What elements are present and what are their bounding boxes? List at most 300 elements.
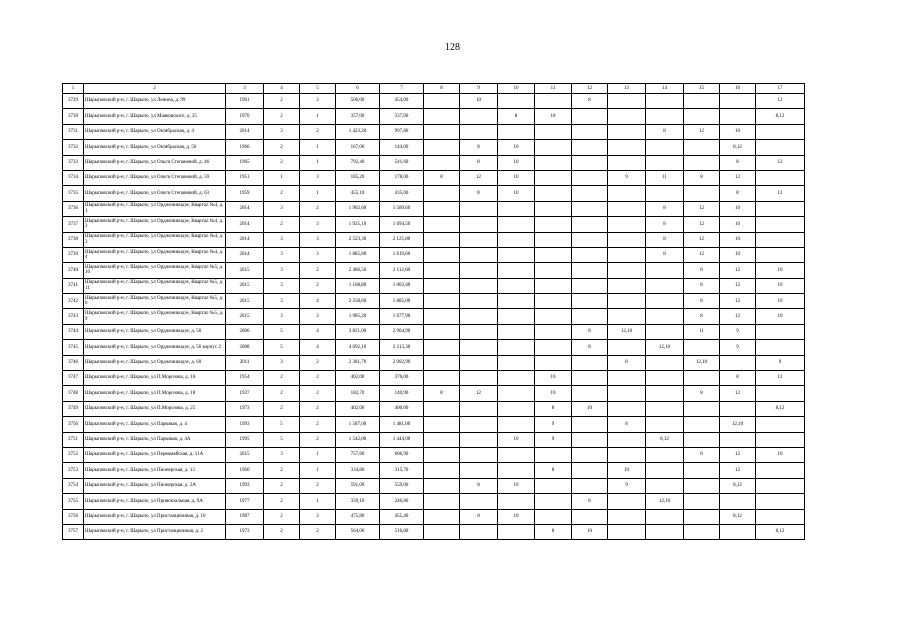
table-cell: 10 (498, 186, 535, 201)
table-cell: 1 (300, 109, 336, 124)
table-cell: 3749 (63, 401, 84, 416)
table-cell: 2 (300, 478, 336, 493)
table-cell: 591,00 (336, 478, 380, 493)
table-cell (608, 217, 646, 232)
table-cell: 400,00 (380, 401, 424, 416)
table-cell (460, 340, 498, 355)
table-cell: 10 (572, 401, 608, 416)
table-cell (535, 478, 572, 493)
table-cell: 11 (684, 324, 720, 339)
table-cell: 2 (264, 386, 300, 401)
table-cell: 2 (300, 94, 336, 109)
table-cell (460, 432, 498, 447)
table-cell: 8 (684, 278, 720, 293)
table-cell: 1993 (226, 417, 264, 432)
table-cell: 12 (720, 278, 756, 293)
address-cell: Шарыповский р-н, г. Шарыпо, ул Орджоникидзе, Квартал №4, д. 1 (84, 201, 226, 216)
table-cell: 2 (300, 278, 336, 293)
table-cell (720, 94, 756, 109)
table-cell: 144,00 (380, 140, 424, 155)
table-cell (608, 94, 646, 109)
table-cell: 315,70 (380, 463, 424, 478)
table-row (63, 94, 805, 109)
table-cell (608, 371, 646, 386)
table-cell (572, 109, 608, 124)
column-header: 11 (535, 84, 572, 94)
table-cell: 8 (646, 124, 684, 139)
table-cell: 8,12 (756, 109, 805, 124)
table-cell: 8 (572, 324, 608, 339)
table-cell: 2015 (226, 278, 264, 293)
table-row (63, 278, 805, 293)
table-cell (572, 447, 608, 462)
table-cell (460, 324, 498, 339)
table-cell (460, 294, 498, 309)
table-cell: 246,80 (380, 494, 424, 509)
table-cell: 2 (264, 463, 300, 478)
table-cell: 1 589,60 (380, 201, 424, 216)
table-cell: 2 (300, 371, 336, 386)
column-header: 17 (756, 84, 805, 94)
table-cell (608, 386, 646, 401)
address-cell: Шарыповский р-н, г. Шарыпо, ул Ольги Степановой, д. 63 (84, 186, 226, 201)
table-cell: 178,00 (380, 170, 424, 185)
table-cell: 3 (264, 263, 300, 278)
table-cell (684, 463, 720, 478)
table-cell (720, 355, 756, 370)
table-cell: 2 (300, 201, 336, 216)
column-header: 14 (646, 84, 684, 94)
table-cell: 8 (684, 294, 720, 309)
table-cell (460, 278, 498, 293)
table-cell: 2 (264, 155, 300, 170)
table-cell: 2 (264, 186, 300, 201)
table-cell (684, 155, 720, 170)
table-row (63, 371, 805, 386)
address-cell: Шарыповский р-н, г. Шарыпо, ул П.Морозова, д. 18 (84, 386, 226, 401)
column-header: 9 (460, 84, 498, 94)
table-cell (646, 447, 684, 462)
table-cell (424, 494, 460, 509)
table-cell (608, 201, 646, 216)
table-cell (646, 509, 684, 524)
table-cell: 8,12 (720, 509, 756, 524)
table-cell: 2015 (226, 447, 264, 462)
table-cell: 3755 (63, 494, 84, 509)
table-cell: 1 168,80 (336, 278, 380, 293)
table-cell (608, 186, 646, 201)
table-cell (756, 324, 805, 339)
table-cell: 10 (498, 155, 535, 170)
table-cell (646, 371, 684, 386)
table-cell: 564,00 (336, 524, 380, 539)
table-cell (720, 524, 756, 539)
table-cell (460, 401, 498, 416)
table-cell: 2 002,90 (380, 355, 424, 370)
table-cell (572, 140, 608, 155)
table-cell: 3734 (63, 170, 84, 185)
table-cell (756, 463, 805, 478)
table-cell (498, 417, 535, 432)
table-cell (424, 294, 460, 309)
table-cell: 2006 (226, 324, 264, 339)
table-cell (460, 217, 498, 232)
table-cell (424, 247, 460, 262)
column-header: 13 (608, 84, 646, 94)
table-cell: 3 (300, 247, 336, 262)
table-cell (720, 494, 756, 509)
table-cell (608, 509, 646, 524)
table-cell: 8 (572, 494, 608, 509)
table-cell (498, 294, 535, 309)
table-cell: 2 125,80 (380, 232, 424, 247)
table-cell: 1977 (226, 494, 264, 509)
table-cell (424, 340, 460, 355)
table-cell: 8 (572, 94, 608, 109)
table-cell (424, 186, 460, 201)
table-cell: 9 (608, 478, 646, 493)
table-cell (608, 247, 646, 262)
table-cell: 1961 (226, 94, 264, 109)
table-cell (756, 201, 805, 216)
table-cell (608, 494, 646, 509)
table-cell: 1993 (226, 478, 264, 493)
table-row (63, 170, 805, 185)
table-cell: 2014 (226, 217, 264, 232)
table-row (63, 155, 805, 170)
table-cell (535, 94, 572, 109)
table-cell (572, 309, 608, 324)
table-cell (756, 509, 805, 524)
table-cell (756, 417, 805, 432)
table-cell: 1 (300, 186, 336, 201)
table-cell (608, 524, 646, 539)
table-row (63, 524, 805, 539)
table-cell: 3 (264, 247, 300, 262)
table-cell: 3730 (63, 109, 84, 124)
table-cell: 2 (300, 309, 336, 324)
table-cell: 11 (646, 170, 684, 185)
table-cell: 3 213,30 (380, 340, 424, 355)
table-cell: 12 (460, 386, 498, 401)
table-cell: 3746 (63, 355, 84, 370)
table-cell (424, 94, 460, 109)
table-cell (684, 417, 720, 432)
table-row (63, 432, 805, 447)
table-cell (572, 371, 608, 386)
table-cell: 10 (498, 170, 535, 185)
table-cell: 5 (264, 340, 300, 355)
table-cell: 5 (264, 324, 300, 339)
table-cell: 1 925,10 (336, 217, 380, 232)
table-cell: 2014 (226, 124, 264, 139)
table-cell: 8 (424, 170, 460, 185)
table-cell: 8 (460, 155, 498, 170)
table-cell (572, 263, 608, 278)
table-cell: 167,00 (336, 140, 380, 155)
table-row (63, 478, 805, 493)
table-cell (535, 294, 572, 309)
table-cell (572, 232, 608, 247)
table-cell: 2 (300, 263, 336, 278)
table-cell: 2 466,50 (336, 263, 380, 278)
table-cell (424, 355, 460, 370)
table-cell: 3750 (63, 417, 84, 432)
table-cell (720, 109, 756, 124)
table-cell: 10 (572, 524, 608, 539)
address-cell: Шарыповский р-н, г. Шарыпо, ул Орджоникидзе, Квартал №4, д. 2 (84, 217, 226, 232)
table-cell: 10 (535, 371, 572, 386)
address-cell: Шарыповский р-н, г. Шарыпо, ул Орджоникидзе, Квартал №5, д. 11 (84, 278, 226, 293)
table-cell: 9 (720, 340, 756, 355)
table-cell: 3735 (63, 186, 84, 201)
table-cell: 3732 (63, 140, 84, 155)
table-cell: 12 (720, 386, 756, 401)
table-cell: 3753 (63, 463, 84, 478)
table-cell (608, 309, 646, 324)
column-header: 8 (424, 84, 460, 94)
table-cell (572, 217, 608, 232)
table-cell (608, 155, 646, 170)
table-cell: 12 (684, 201, 720, 216)
table-cell (498, 494, 535, 509)
table-row (63, 124, 805, 139)
table-cell (646, 401, 684, 416)
table-cell: 2014 (226, 247, 264, 262)
table-cell: 8 (684, 386, 720, 401)
table-cell: 1973 (226, 401, 264, 416)
table-cell: 2 (300, 124, 336, 139)
table-cell: 3744 (63, 324, 84, 339)
table-cell: 2014 (226, 201, 264, 216)
table-cell (646, 186, 684, 201)
table-cell: 8 (460, 478, 498, 493)
table-cell: 3747 (63, 371, 84, 386)
table-cell: 8 (720, 155, 756, 170)
table-cell (535, 340, 572, 355)
address-cell: Шарыповский р-н, г. Шарыпо, ул Октябрьская, д. 56 (84, 140, 226, 155)
table-cell: 12 (720, 170, 756, 185)
table-cell: 1937 (226, 386, 264, 401)
table-row (63, 232, 805, 247)
table-cell: 2 904,90 (380, 324, 424, 339)
table-cell (684, 494, 720, 509)
table-cell (572, 355, 608, 370)
table-cell: 12 (720, 309, 756, 324)
table-cell: 3 (264, 309, 300, 324)
table-cell (460, 524, 498, 539)
registry-table (62, 83, 805, 540)
table-row (63, 294, 805, 309)
table-cell (572, 124, 608, 139)
table-cell (535, 447, 572, 462)
table-cell (684, 340, 720, 355)
table-cell (424, 217, 460, 232)
table-cell: 357,00 (336, 109, 380, 124)
table-cell (535, 263, 572, 278)
table-cell (460, 371, 498, 386)
table-cell: 3740 (63, 263, 84, 278)
table-cell (608, 278, 646, 293)
table-cell: 376,00 (380, 371, 424, 386)
table-row (63, 463, 805, 478)
table-cell: 5 (264, 432, 300, 447)
table-cell (498, 371, 535, 386)
table-cell: 8 (684, 170, 720, 185)
table-cell: 606,90 (380, 447, 424, 462)
table-cell: 12,10 (720, 417, 756, 432)
table-cell: 8 (608, 417, 646, 432)
table-cell: 10 (756, 309, 805, 324)
table-cell: 8 (460, 509, 498, 524)
table-cell: 4 (300, 340, 336, 355)
table-cell (646, 155, 684, 170)
table-cell: 12,10 (646, 494, 684, 509)
table-cell: 9 (720, 324, 756, 339)
table-cell: 12 (756, 94, 805, 109)
table-cell: 10 (498, 478, 535, 493)
table-cell (756, 170, 805, 185)
table-cell: 559,00 (380, 478, 424, 493)
table-cell: 1 423,20 (336, 124, 380, 139)
table-cell: 9 (535, 432, 572, 447)
address-cell: Шарыповский р-н, г. Шарыпо, ул Орджоникидзе, Квартал №5, д. 6 (84, 294, 226, 309)
address-cell: Шарыповский р-н, г. Шарыпо, ул Октябрьская, д. 4 (84, 124, 226, 139)
table-cell: 10 (498, 432, 535, 447)
table-cell: 2 (264, 109, 300, 124)
table-cell: 3 (300, 232, 336, 247)
address-cell: Шарыповский р-н, г. Шарыпо, ул Орджоникидзе, д. 56 (84, 324, 226, 339)
column-header: 16 (720, 84, 756, 94)
table-cell (572, 294, 608, 309)
table-cell: 10 (756, 447, 805, 462)
table-cell: 8 (720, 186, 756, 201)
table-cell: 9 (535, 417, 572, 432)
table-cell: 8,12 (756, 401, 805, 416)
table-cell: 2 (300, 355, 336, 370)
table-cell (535, 201, 572, 216)
table-cell (498, 309, 535, 324)
table-cell: 1966 (226, 140, 264, 155)
table-cell (535, 355, 572, 370)
table-cell: 3737 (63, 217, 84, 232)
table-cell (424, 509, 460, 524)
address-cell: Шарыповский р-н, г. Шарыпо, ул П.Морозова, д. 16 (84, 371, 226, 386)
table-cell (684, 401, 720, 416)
table-cell: 8,12 (720, 140, 756, 155)
table-cell (535, 494, 572, 509)
table-cell (572, 186, 608, 201)
table-cell: 475,80 (336, 509, 380, 524)
table-cell: 2 381,70 (336, 355, 380, 370)
column-header: 2 (84, 84, 226, 94)
column-header: 12 (572, 84, 608, 94)
table-cell: 8 (424, 386, 460, 401)
table-cell (460, 417, 498, 432)
address-cell: Шарыповский р-н, г. Шарыпо, ул Парковая, д. 4 (84, 417, 226, 432)
table-cell: 2 258,60 (336, 294, 380, 309)
table-cell (646, 386, 684, 401)
table-cell (535, 278, 572, 293)
table-cell: 8,12 (646, 432, 684, 447)
table-cell: 4 692,10 (336, 340, 380, 355)
table-cell: 10 (535, 109, 572, 124)
table-cell: 12,10 (608, 324, 646, 339)
table-cell (684, 524, 720, 539)
table-cell: 2 (264, 217, 300, 232)
address-cell: Шарыповский р-н, г. Шарыпо, ул Ольги Степановой, д. 46 (84, 155, 226, 170)
table-cell: 2 (264, 401, 300, 416)
table-cell: 8 (460, 186, 498, 201)
table-cell: 10 (535, 386, 572, 401)
column-header: 5 (300, 84, 336, 94)
table-cell (535, 247, 572, 262)
table-cell: 8 (646, 217, 684, 232)
table-row (63, 340, 805, 355)
table-cell (646, 278, 684, 293)
table-cell (756, 140, 805, 155)
column-header: 4 (264, 84, 300, 94)
table-cell (535, 232, 572, 247)
table-cell (498, 447, 535, 462)
table-cell: 10 (720, 247, 756, 262)
table-cell: 1 902,60 (336, 201, 380, 216)
table-cell: 8 (608, 355, 646, 370)
table-cell: 1 (300, 155, 336, 170)
column-header: 10 (498, 84, 535, 94)
table-cell (498, 386, 535, 401)
table-cell: 2 (264, 478, 300, 493)
table-cell (424, 201, 460, 216)
table-cell: 792,40 (336, 155, 380, 170)
table-cell: 3733 (63, 155, 84, 170)
table-cell: 516,00 (380, 524, 424, 539)
table-cell: 1951 (226, 170, 264, 185)
table-cell (756, 247, 805, 262)
table-cell (646, 524, 684, 539)
table-row (63, 263, 805, 278)
table-cell: 3 (264, 355, 300, 370)
table-cell (684, 186, 720, 201)
table-cell (424, 447, 460, 462)
address-cell: Шарыповский р-н, г. Шарыпо, ул Первомайская, д. 11А (84, 447, 226, 462)
table-cell: 10 (720, 232, 756, 247)
table-cell (424, 155, 460, 170)
table-cell: 8 (535, 463, 572, 478)
table-cell: 1959 (226, 186, 264, 201)
table-cell: 3729 (63, 94, 84, 109)
table-cell (608, 340, 646, 355)
table-cell (498, 463, 535, 478)
table-cell (756, 494, 805, 509)
table-cell (720, 432, 756, 447)
table-cell: 1 885,80 (336, 247, 380, 262)
table-cell: 997,80 (380, 124, 424, 139)
table-cell: 455,10 (336, 186, 380, 201)
table-cell: 12 (684, 232, 720, 247)
table-cell: 435,00 (380, 186, 424, 201)
address-cell: Шарыповский р-н, г. Шарыпо, ул Привокзальная, д. 9А (84, 494, 226, 509)
table-cell (498, 263, 535, 278)
table-cell: 12 (720, 263, 756, 278)
table-cell: 3748 (63, 386, 84, 401)
table-cell (608, 432, 646, 447)
table-cell (498, 94, 535, 109)
column-header: 15 (684, 84, 720, 94)
table-cell (424, 524, 460, 539)
table-cell: 1995 (226, 432, 264, 447)
table-cell: 5 (264, 417, 300, 432)
